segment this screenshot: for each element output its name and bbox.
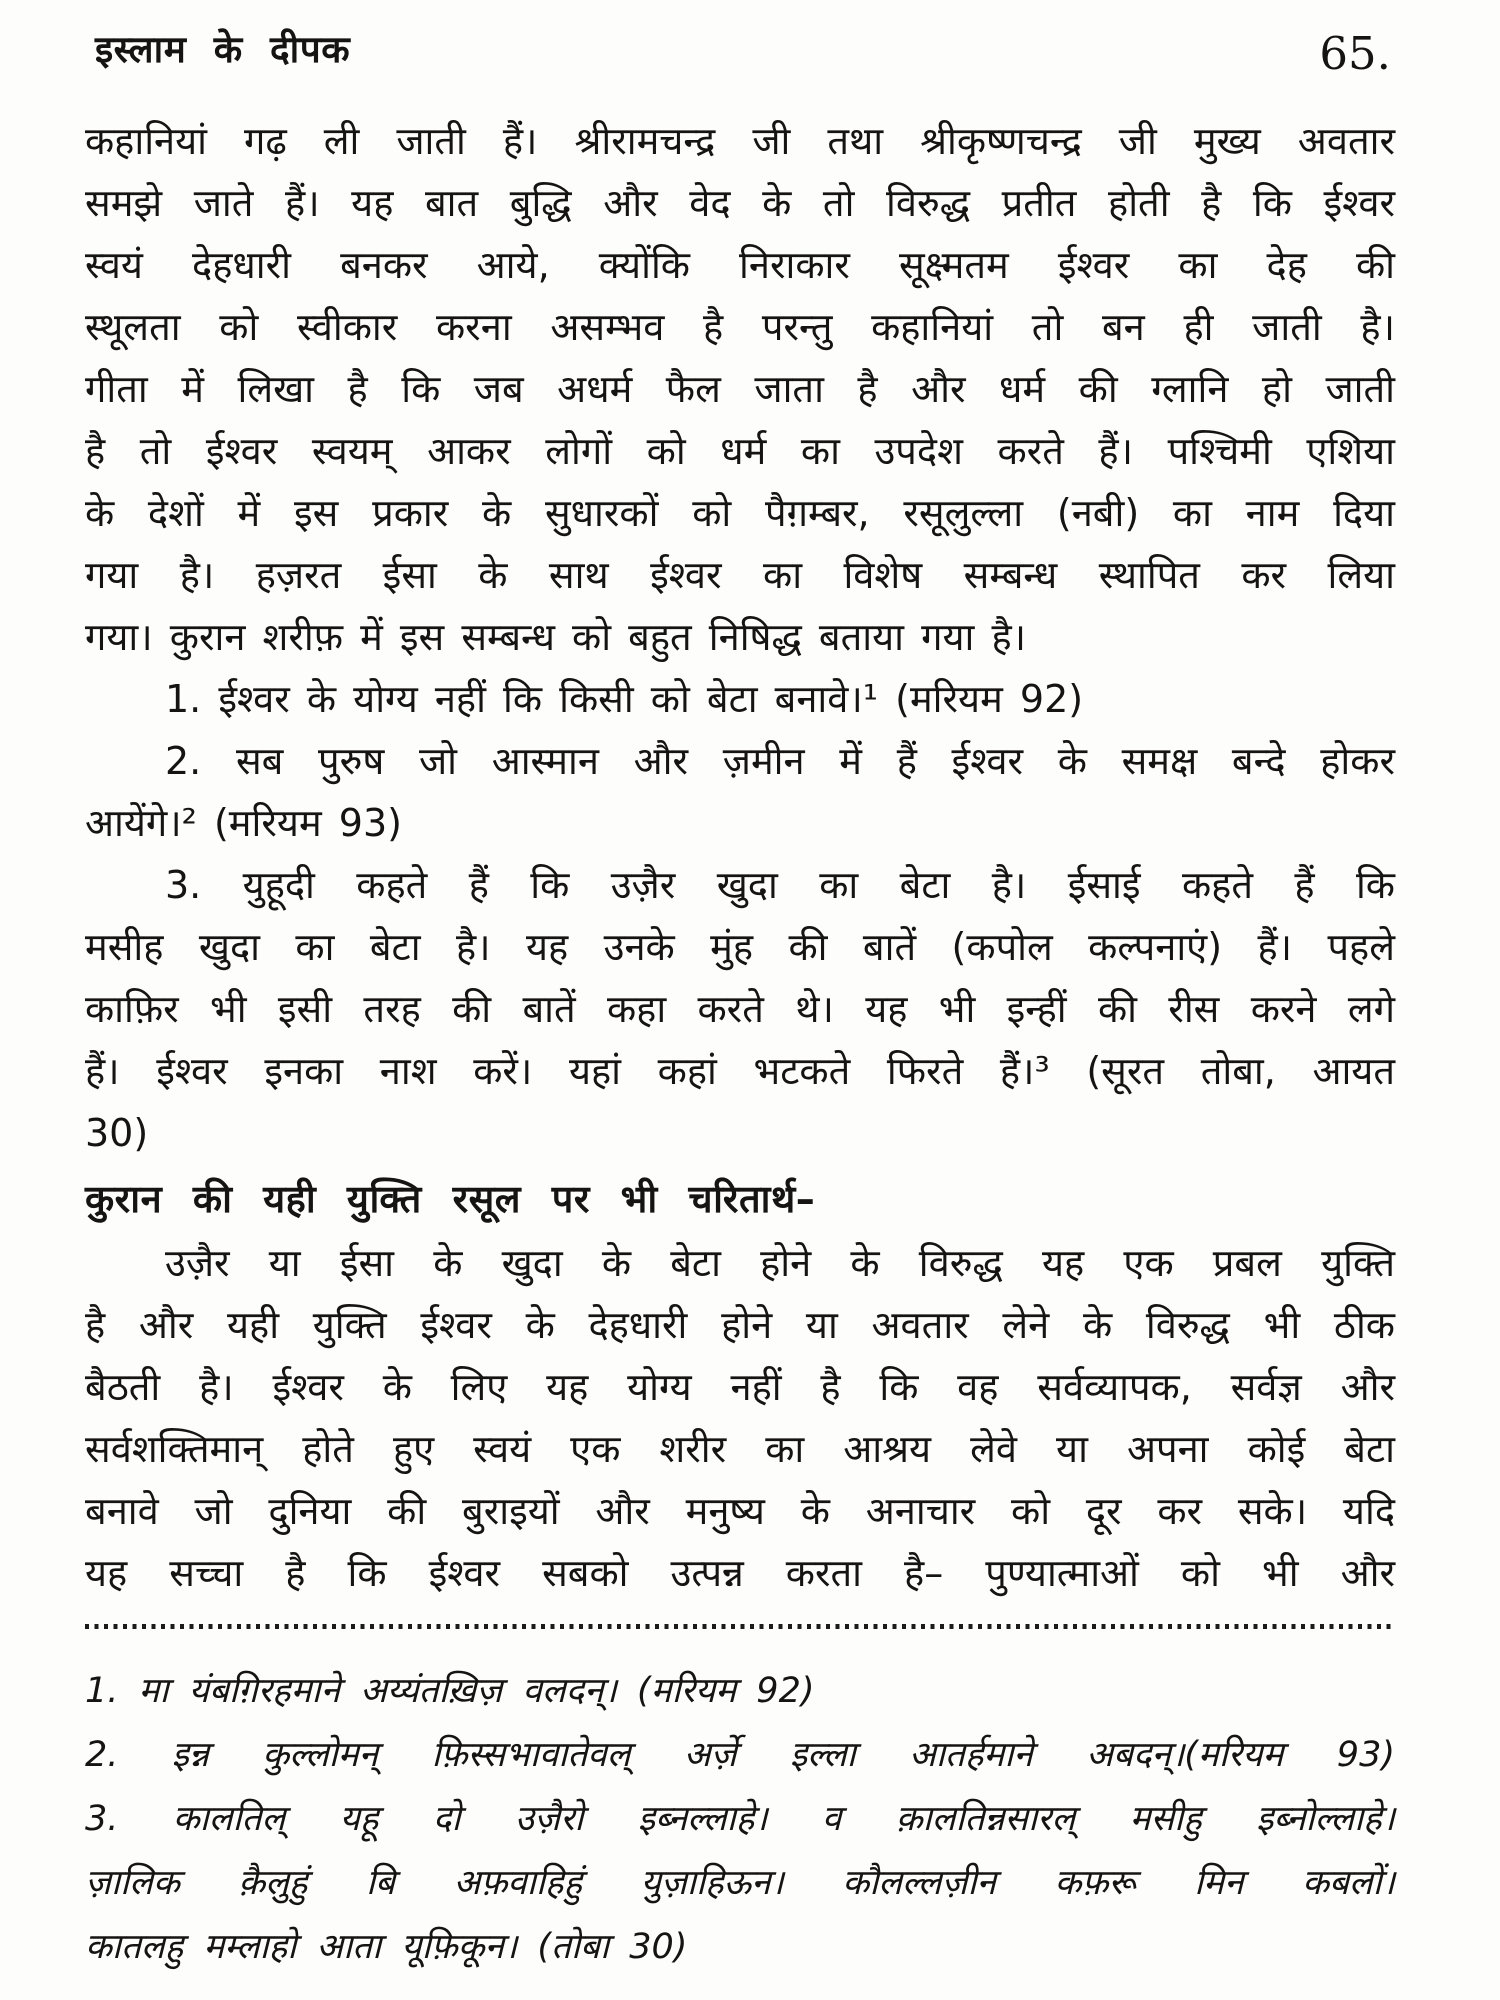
page-header bbox=[85, 22, 1395, 94]
quote-line: मसीह खुदा का बेटा है। यह उनके मुंह की बातें (कपोल कल्पनाएं) हैं। पहले bbox=[85, 925, 1395, 969]
body-text-line: समझे जाते हैं। यह बात बुद्धि और वेद के तो विरुद्ध प्रतीत होती है कि ईश्वर bbox=[85, 181, 1395, 225]
quran-quote-list bbox=[85, 668, 1395, 1164]
footnotes bbox=[85, 1659, 1395, 1979]
quote-line: 3. युहूदी कहते हैं कि उज़ैर खुदा का बेटा है। ईसाई कहते हैं कि bbox=[165, 863, 1395, 907]
body-text-line: कहानियां गढ़ ली जाती हैं। श्रीरामचन्द्र जी तथा श्रीकृष्णचन्द्र जी मुख्य अवतार bbox=[85, 119, 1395, 163]
quote-line: हैं। ईश्वर इनका नाश करें। यहां कहां भटकते फिरते हैं।³ (सूरत तोबा, आयत bbox=[85, 1049, 1395, 1093]
body-text-line: गया है। हज़रत ईसा के साथ ईश्वर का विशेष सम्बन्ध स्थापित कर लिया bbox=[85, 553, 1395, 597]
footnote-line: 3. कालतिल् यहू दो उज़ैरो इब्नल्लाहे। व क़ालतिन्नसारल् मसीहु इब्नोल्लाहे। bbox=[85, 1799, 1395, 1839]
quote-line: 30) bbox=[85, 1111, 149, 1155]
quote-line: काफ़िर भी इसी तरह की बातें कहा करते थे। यह भी इन्हीं की रीस करने लगे bbox=[85, 987, 1395, 1031]
body-text-line: गीता में लिखा है कि जब अधर्म फैल जाता है और धर्म की ग्लानि हो जाती bbox=[85, 367, 1395, 411]
body-text-line: है और यही युक्ति ईश्वर के देहधारी होने या अवतार लेने के विरुद्ध भी ठीक bbox=[85, 1303, 1395, 1347]
page-number: 65. bbox=[1319, 27, 1391, 80]
quote-line: आयेंगे।² (मरियम 93) bbox=[85, 801, 402, 845]
footnote-line: ज़ालिक क़ैलुहुं बि अफ़वाहिहुं युज़ाहिऊन। कौलल्लज़ीन कफ़रू मिन कबलों। bbox=[85, 1863, 1395, 1903]
body-text-line: उज़ैर या ईसा के खुदा के बेटा होने के विरुद्ध यह एक प्रबल युक्ति bbox=[165, 1241, 1395, 1285]
footnote-line: कातलहु मम्लाहो आता यूफ़िकून। (तोबा 30) bbox=[85, 1927, 688, 1967]
paragraph-1 bbox=[85, 110, 1395, 668]
body-text-line: बैठती है। ईश्वर के लिए यह योग्य नहीं है कि वह सर्वव्यापक, सर्वज्ञ और bbox=[85, 1365, 1395, 1409]
body-text-line: स्थूलता को स्वीकार करना असम्भव है परन्तु कहानियां तो बन ही जाती है। bbox=[85, 305, 1395, 349]
body-text-line: यह सच्चा है कि ईश्वर सबको उत्पन्न करता है– पुण्यात्माओं को भी और bbox=[85, 1551, 1395, 1595]
quote-line: 1. ईश्वर के योग्य नहीं कि किसी को बेटा बनावे।¹ (मरियम 92) bbox=[165, 677, 1084, 721]
quote-line: 2. सब पुरुष जो आस्मान और ज़मीन में हैं ईश्वर के समक्ष बन्दे होकर bbox=[165, 739, 1395, 783]
section-heading: कुरान की यही युक्ति रसूल पर भी चरितार्थ– bbox=[85, 1177, 816, 1221]
body-text-line: स्वयं देहधारी बनकर आये, क्योंकि निराकार सूक्ष्मतम ईश्वर का देह की bbox=[85, 243, 1395, 287]
book-title: इस्लाम के दीपक bbox=[95, 28, 351, 71]
body-text-line: बनावे जो दुनिया की बुराइयों और मनुष्य के अनाचार को दूर कर सके। यदि bbox=[85, 1489, 1395, 1533]
page-content bbox=[85, 22, 1395, 1979]
body-text-line: के देशों में इस प्रकार के सुधारकों को पैग़म्बर, रसूलुल्ला (नबी) का नाम दिया bbox=[85, 491, 1395, 535]
paragraph-2 bbox=[85, 1232, 1395, 1604]
footnote-line: 1. मा यंबग़िरहमाने अय्यंतख़िज़ वलदन्। (मरियम 92) bbox=[85, 1671, 815, 1711]
footnote-separator bbox=[85, 1624, 1395, 1629]
body-text-line: है तो ईश्वर स्वयम् आकर लोगों को धर्म का उपदेश करते हैं। पश्चिमी एशिया bbox=[85, 429, 1395, 473]
body-text-line: सर्वशक्तिमान् होते हुए स्वयं एक शरीर का आश्रय लेवे या अपना कोई बेटा bbox=[85, 1427, 1395, 1471]
footnote-line: 2. इन्न कुल्लोमन् फ़िस्सभावातेवल् अर्ज़े इल्ला आतर्हमाने अबदन्।(मरियम 93) bbox=[85, 1735, 1395, 1775]
body-text-line: गया। कुरान शरीफ़ में इस सम्बन्ध को बहुत निषिद्ध बताया गया है। bbox=[85, 615, 1027, 659]
